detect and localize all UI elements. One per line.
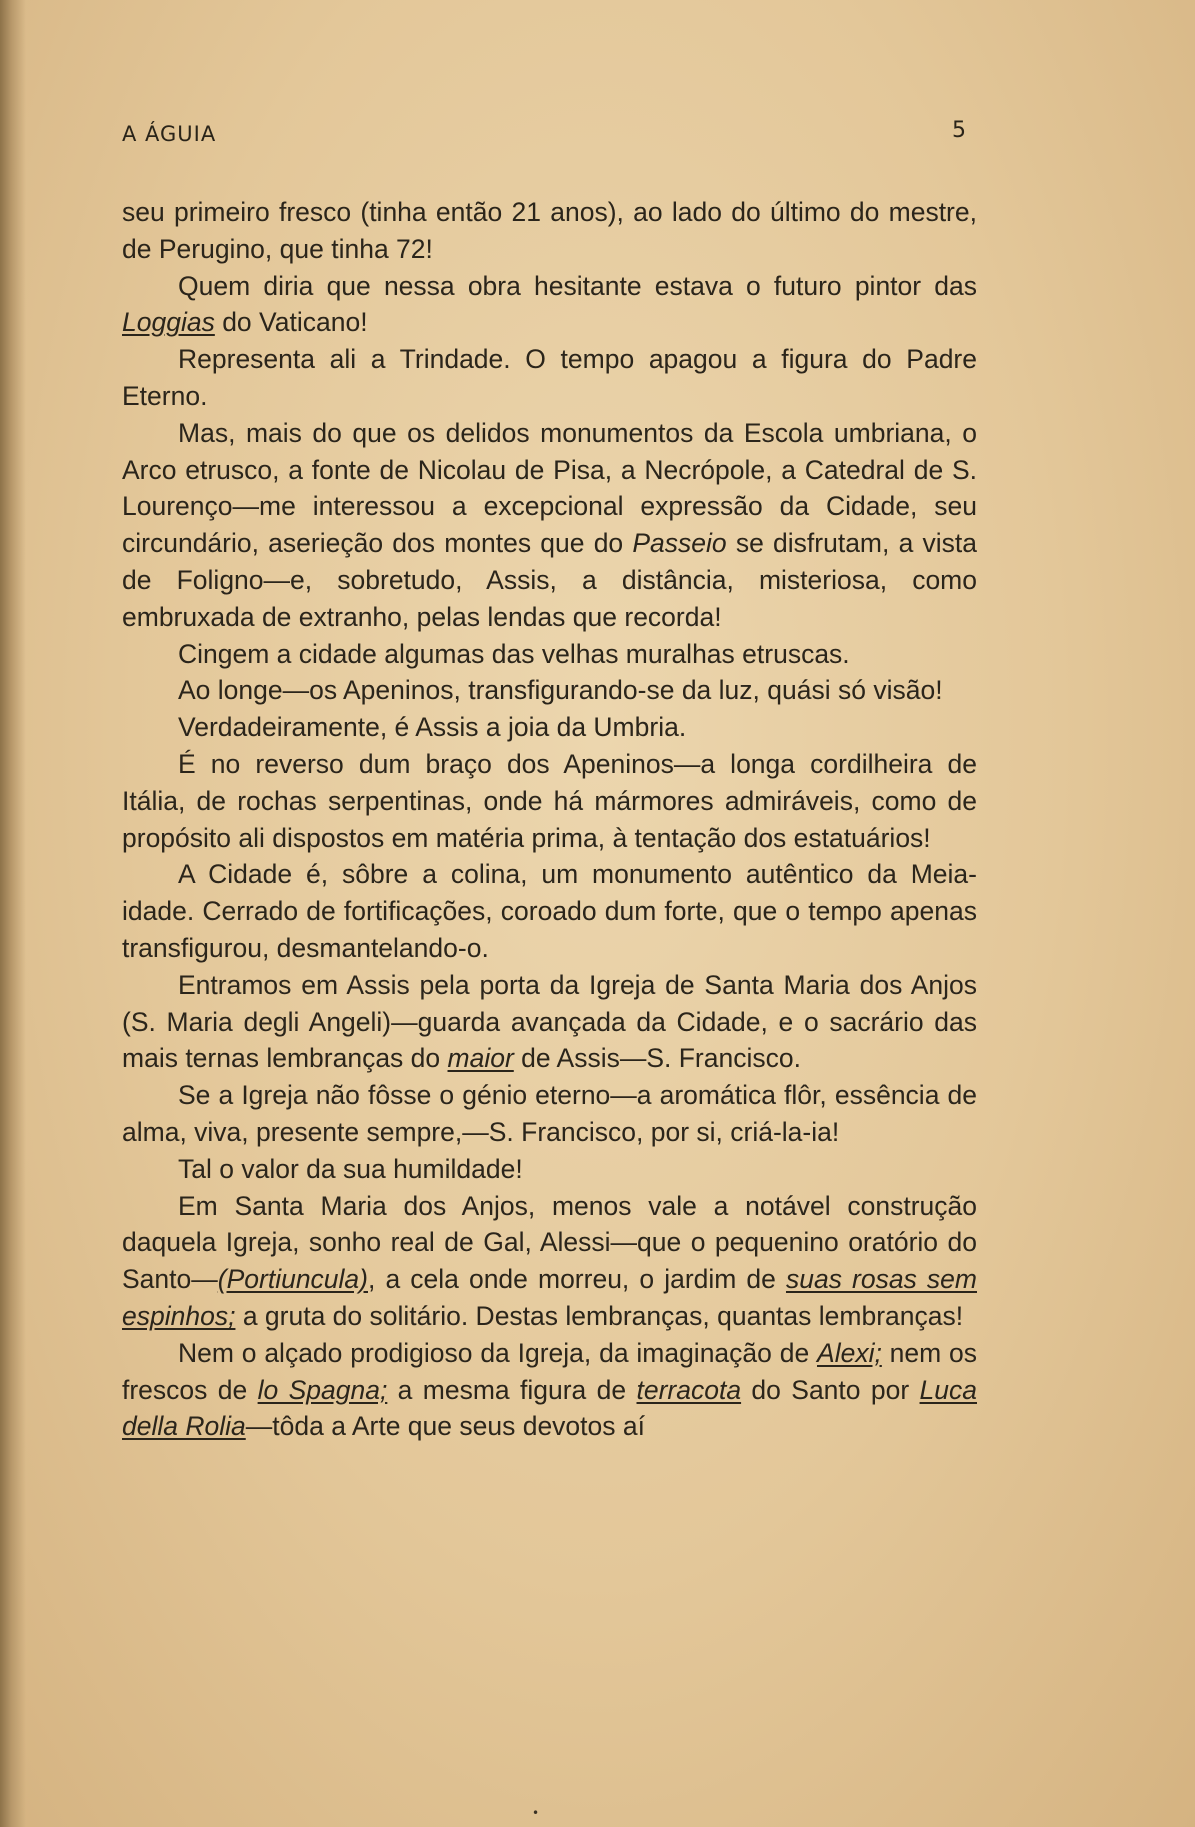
emphasized-text: Alexi;: [817, 1337, 882, 1368]
emphasized-text: Luca della Rolia: [122, 1374, 977, 1442]
paragraph: [122, 636, 977, 673]
paragraph-text: Quem diria que nessa obra hesitante estava o futuro pintor das: [178, 270, 977, 301]
paragraph-text: , a cela onde morreu, o jardim de: [368, 1264, 786, 1295]
emphasized-text: Loggias: [122, 307, 215, 338]
running-title: A ÁGUIA: [122, 122, 217, 146]
emphasized-text: suas rosas sem espinhos;: [122, 1264, 977, 1331]
paragraph: [122, 709, 977, 746]
paragraph: [122, 856, 977, 966]
paragraph-text: Entramos em Assis pela porta da Igreja de Santa Maria dos Anjos (S. Maria degli Angeli)—guarda avançada da Cidade, e o sacrário das mais ternas lembranças do: [122, 969, 977, 1074]
paragraph-text: Cingem a cidade algumas das velhas muralhas etruscas.: [178, 638, 850, 669]
paragraph-text: A Cidade é, sôbre a colina, um monumento autêntico da Meia-idade. Cerrado de fortificações, coroado dum forte, que o tempo apenas transfigurou, desmantelando-o.: [122, 859, 977, 963]
paragraph-text: nem os frescos de: [122, 1337, 977, 1405]
paragraph: [122, 1151, 977, 1188]
emphasized-text: (Portiuncula): [217, 1264, 368, 1295]
paragraph-text: do Santo por: [741, 1374, 920, 1405]
paragraph-text: É no reverso dum braço dos Apeninos—a longa cordilheira de Itália, de rochas serpentinas, onde há mármores admiráveis, como de propósito ali dispostos em matéria prima, à tentação dos estatuários!: [122, 748, 977, 853]
paragraph-text: se disfrutam, a vista de Foligno—e, sobretudo, Assis, a distância, misteriosa, como embruxada de extranho, pelas lendas que recorda!: [122, 528, 977, 632]
paragraph: [122, 746, 977, 856]
body-text: [122, 194, 977, 1445]
paragraph-text: Se a Igreja não fôsse o génio eterno—a aromática flôr, essência de alma, viva, presente sempre,—S. Francisco, por si, criá-la-ia!: [122, 1080, 977, 1147]
paragraph-text: —tôda a Arte que seus devotos aí: [245, 1411, 645, 1442]
paragraph: [122, 1335, 977, 1445]
paragraph-text: Verdadeiramente, é Assis a joia da Umbria.: [178, 712, 687, 743]
emphasized-text: terracota: [636, 1374, 742, 1405]
paragraph-text: do Vaticano!: [214, 307, 368, 338]
paragraph-text: seu primeiro fresco (tinha então 21 anos), ao lado do último do mestre, de Perugino, que tinha 72!: [122, 197, 977, 264]
paragraph: [122, 194, 977, 268]
paragraph: [122, 672, 977, 709]
page-binding-edge: [0, 0, 26, 1827]
paragraph-text: Mas, mais do que os delidos monumentos da Escola umbriana, o Arco etrusco, a fonte de Nicolau de Pisa, a Necrópole, a Catedral de S. Lourenço—me interessou a excepcional expressão da Cidade, seu circundário, aserieção dos montes que do: [122, 417, 977, 559]
paragraph-text: a mesma figura de: [387, 1374, 637, 1405]
page-number: 5: [952, 118, 966, 143]
paragraph: [122, 967, 977, 1077]
paragraph-text: Ao longe—os Apeninos, transfigurando-se da luz, quási só visão!: [178, 675, 943, 706]
paragraph: [122, 341, 977, 415]
paragraph: [122, 415, 977, 636]
paragraph-text: de Assis—S. Francisco.: [513, 1043, 801, 1074]
paragraph-text: Nem o alçado prodigioso da Igreja, da imaginação de: [178, 1337, 818, 1368]
paragraph-text: Representa ali a Trindade. O tempo apagou a figura do Padre Eterno.: [122, 344, 977, 411]
paragraph-text: Tal o valor da sua humildade!: [178, 1153, 523, 1184]
paragraph-text: Em Santa Maria dos Anjos, menos vale a notável construção daquela Igreja, sonho real de Gal, Alessi—que o pequenino oratório do Santo—: [122, 1190, 977, 1295]
emphasized-text: Passeio: [632, 528, 727, 559]
footer-mark: •: [532, 1806, 540, 1820]
emphasized-text: lo Spagna;: [257, 1374, 388, 1405]
paragraph: [122, 268, 977, 342]
paragraph: [122, 1077, 977, 1151]
paragraph-text: a gruta do solitário. Destas lembranças, quantas lembranças!: [235, 1300, 964, 1331]
emphasized-text: maior: [447, 1043, 514, 1074]
paragraph: [122, 1188, 977, 1335]
